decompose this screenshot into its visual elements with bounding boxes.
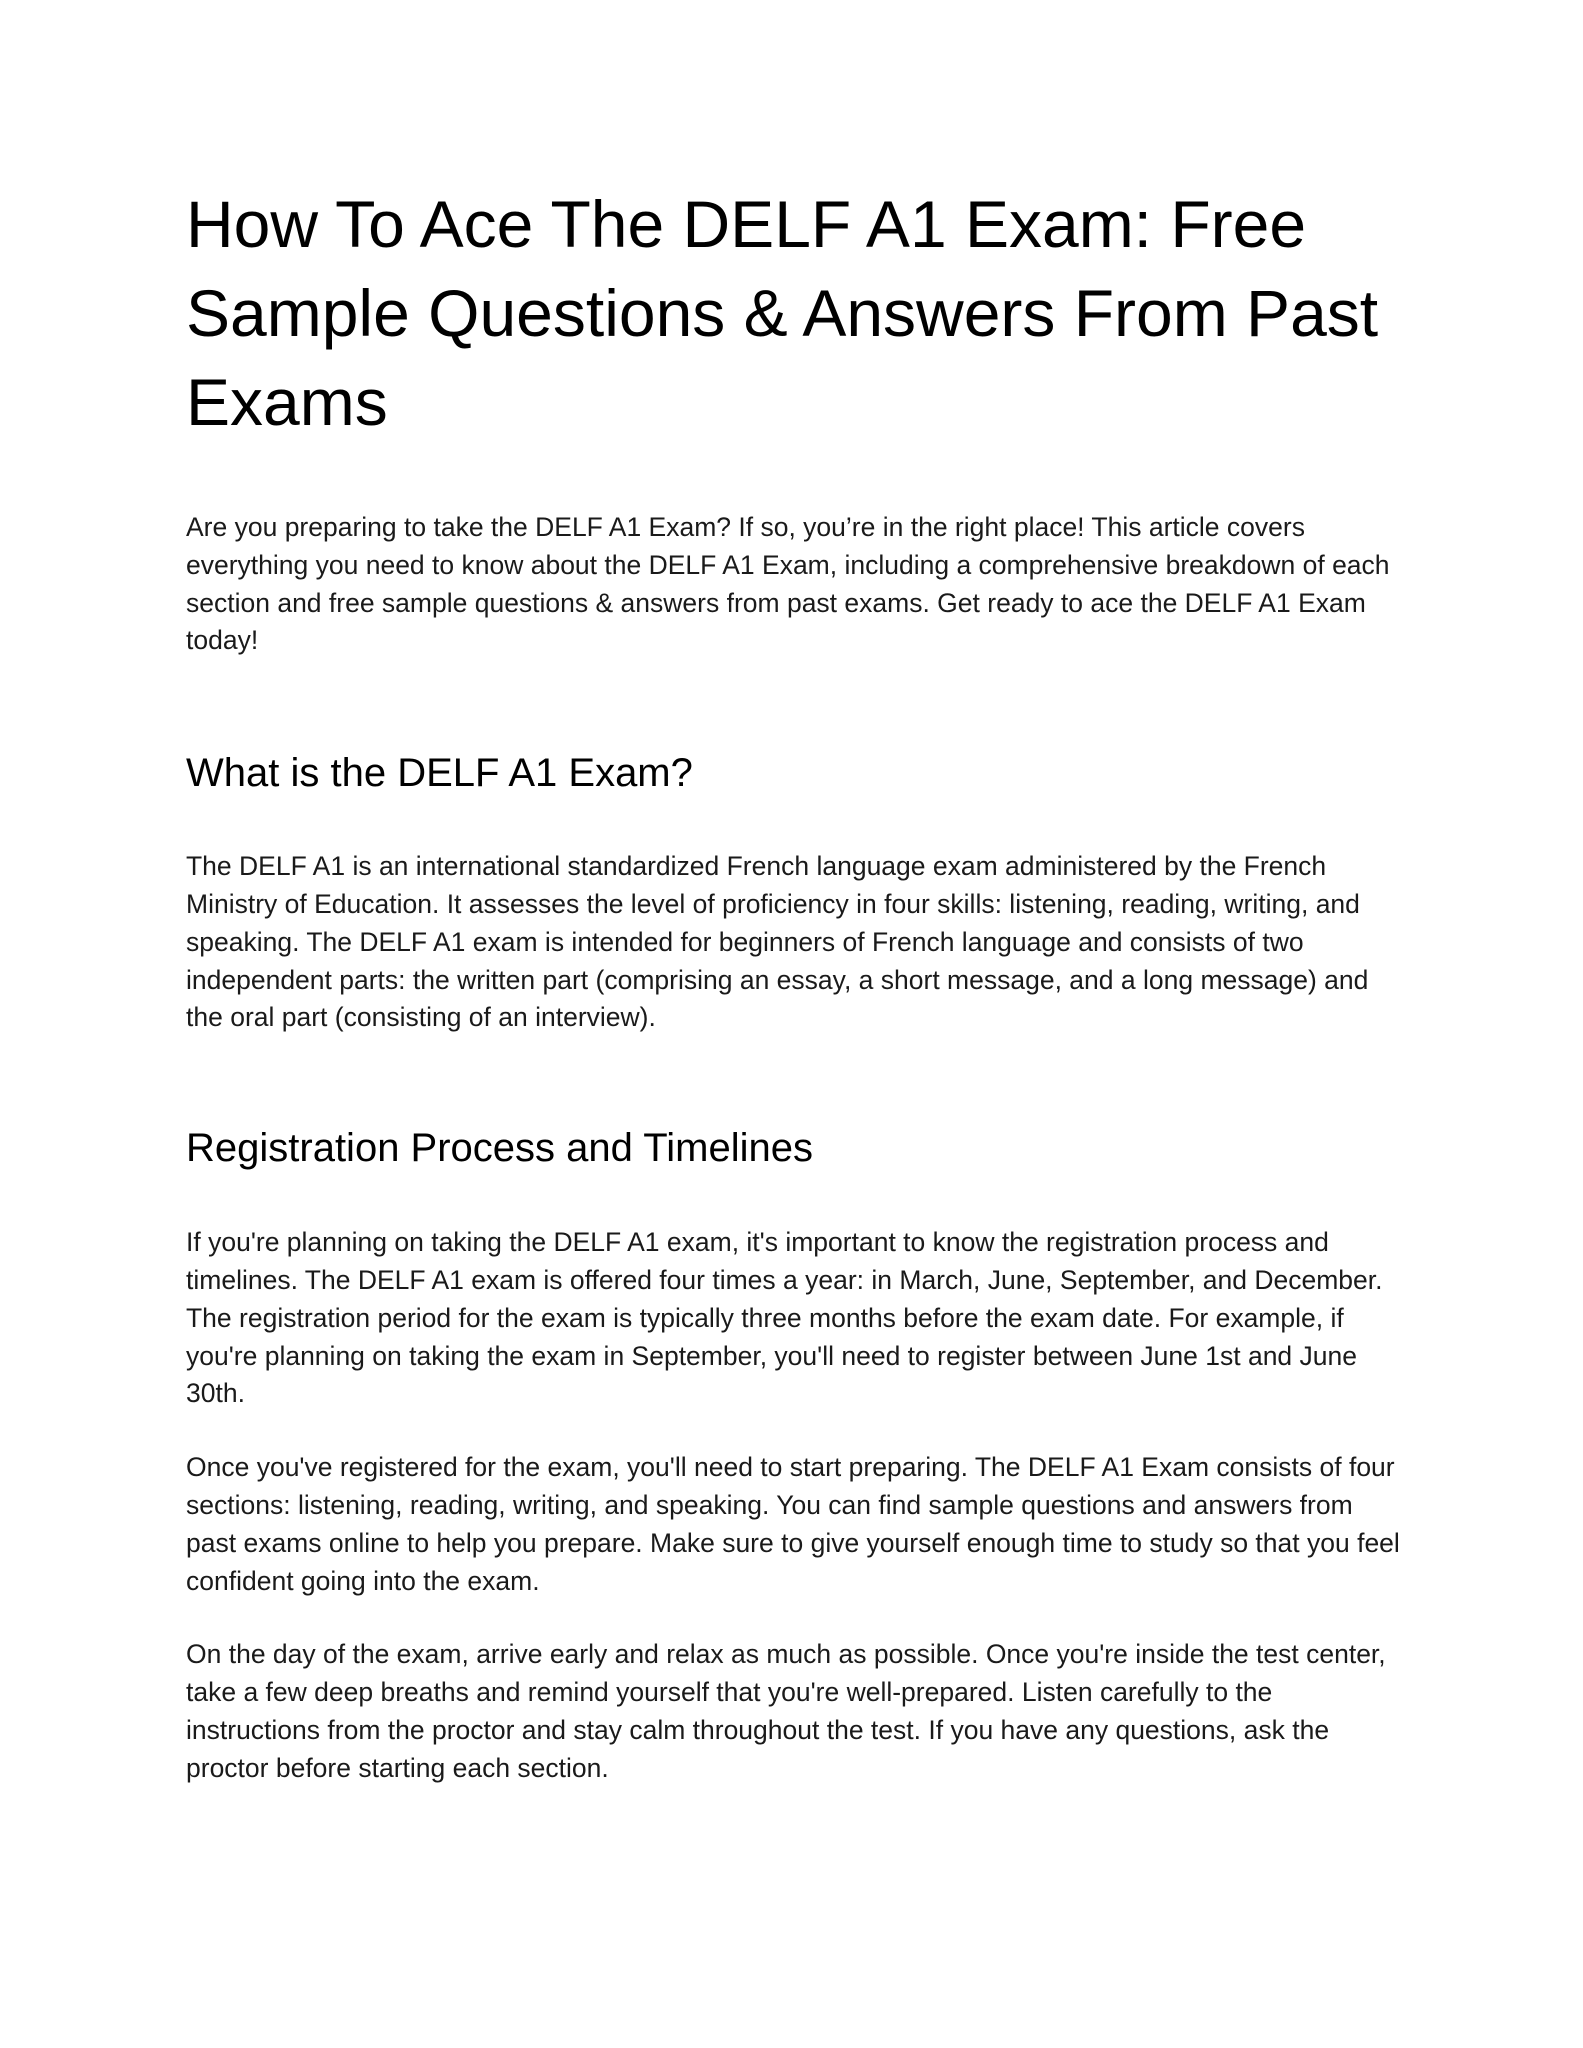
- intro-paragraph: Are you preparing to take the DELF A1 Exam? If so, you’re in the right place! This article covers everything you need to know about the DELF A1 Exam, including a comprehensive breakdown of each section and free sample questions & answers from past exams. Get ready to ace the DELF A1 Exam today!: [186, 512, 1390, 656]
- section-paragraph: Once you've registered for the exam, you'll need to start preparing. The DELF A1 Exam consists of four sections: listening, reading, writing, and speaking. You can find sample questions and answers from past exams online to help you prepare. Make sure to give yourself enough time to study so that you feel confident going into the exam.: [186, 1452, 1400, 1596]
- section-paragraph: If you're planning on taking the DELF A1 exam, it's important to know the registration process and timelines. The DELF A1 exam is offered four times a year: in March, June, September, and December. The registration period for the exam is typically three months before the exam date. For example, if you're planning on taking the exam in September, you'll need to register between June 1st and June 30th.: [186, 1227, 1383, 1409]
- document-title: How To Ace The DELF A1 Exam: Free Sample Questions & Answers From Past Exams: [186, 187, 1379, 439]
- section-paragraph: The DELF A1 is an international standardized French language exam administered by the French Ministry of Education. It assesses the level of proficiency in four skills: listening, reading, writing, and speaking. The DELF A1 exam is intended for beginners of French language and consists of two independent parts: the written part (comprising an essay, a short message, and a long message) and the oral part (consisting of an interview).: [186, 851, 1369, 1033]
- section-paragraph: On the day of the exam, arrive early and relax as much as possible. Once you're inside the test center, take a few deep breaths and remind yourself that you're well-prepared. Listen carefully to the instructions from the proctor and stay calm throughout the test. If you have any questions, ask the proctor before starting each section.: [186, 1639, 1386, 1783]
- section-heading-what-is-delf: What is the DELF A1 Exam?: [186, 751, 693, 796]
- section-heading-registration: Registration Process and Timelines: [186, 1126, 813, 1171]
- document-page: [186, 180, 1416, 1788]
